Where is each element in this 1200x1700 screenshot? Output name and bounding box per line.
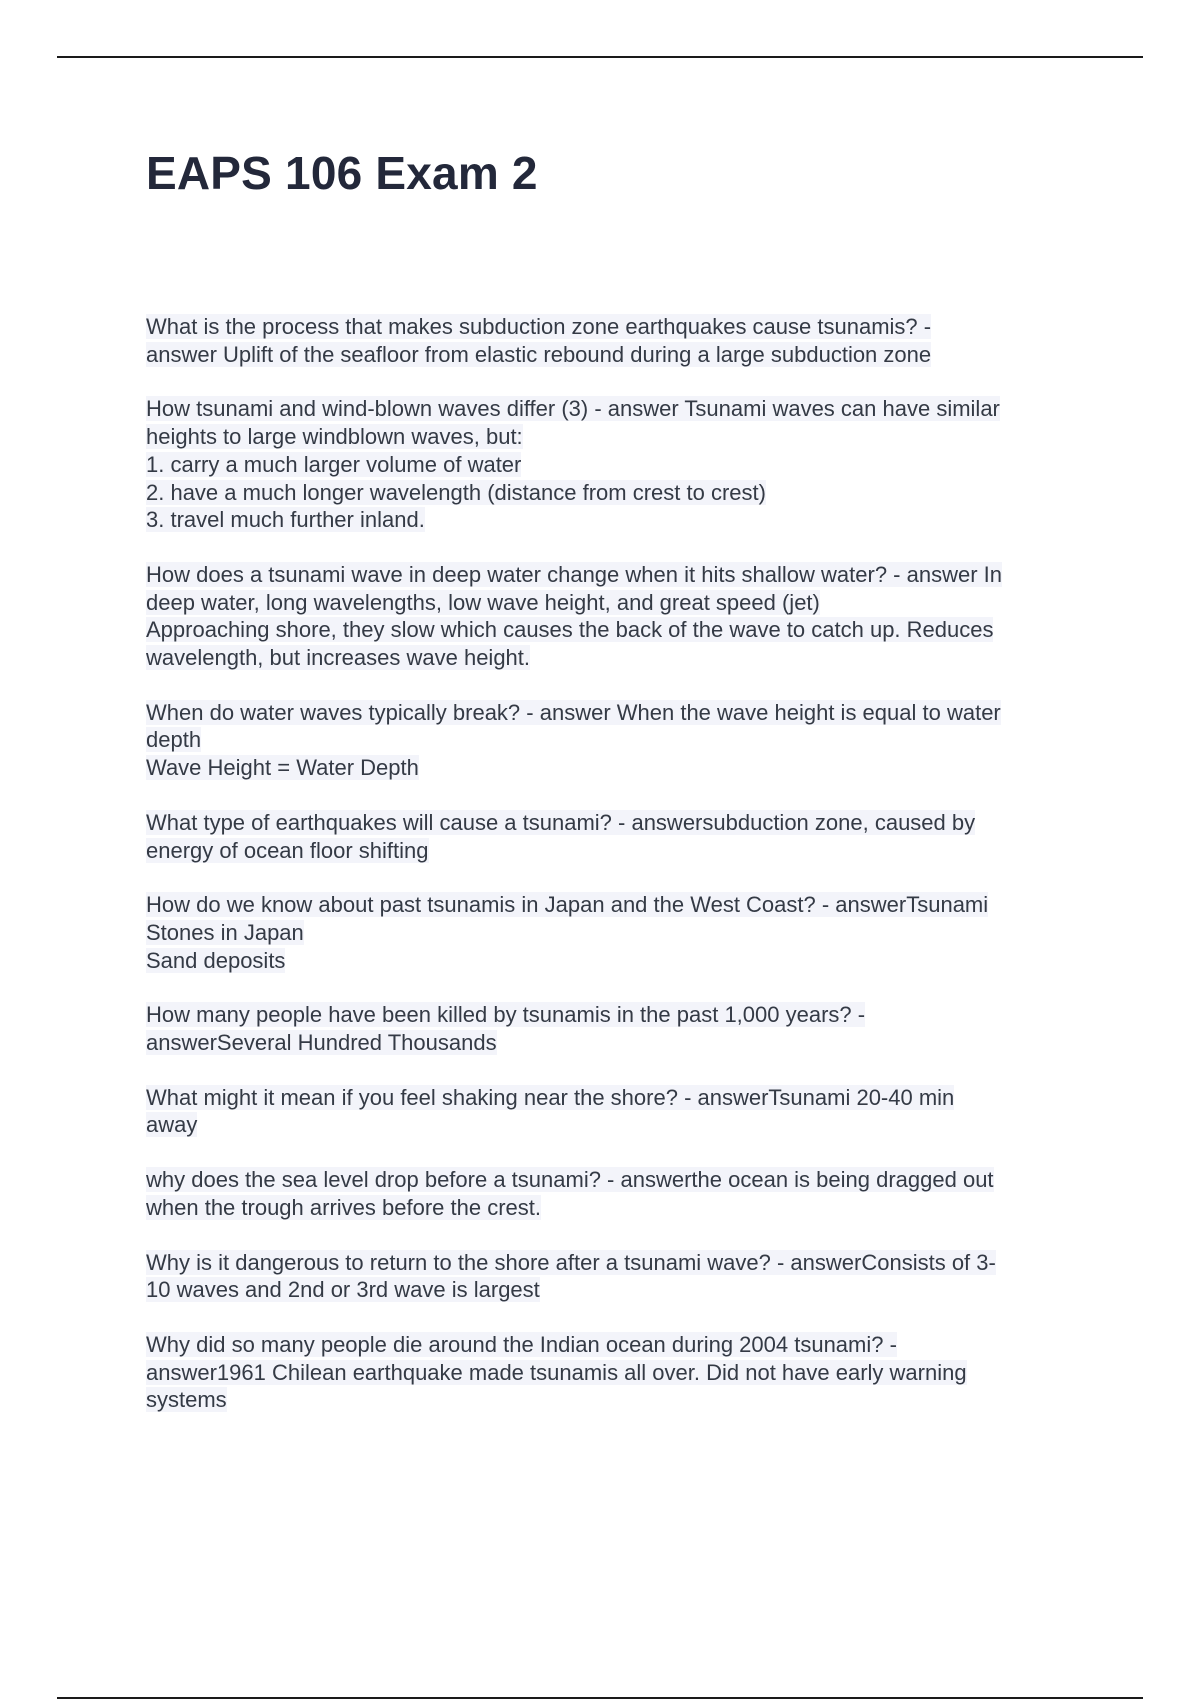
- document-title: EAPS 106 Exam 2: [146, 147, 538, 199]
- qa-item: [146, 313, 1096, 368]
- qa-item: [146, 1331, 1096, 1414]
- qa-line: answer Uplift of the seafloor from elastic rebound during a large subduction zone: [146, 341, 932, 367]
- qa-line: Approaching shore, they slow which causes the back of the wave to catch up. Reduces: [146, 617, 994, 643]
- qa-item: [146, 891, 1096, 974]
- qa-item: [146, 1166, 1096, 1221]
- qa-list: [146, 313, 1096, 1441]
- qa-item: [146, 395, 1096, 534]
- qa-line: deep water, long wavelengths, low wave height, and great speed (jet): [146, 589, 820, 615]
- qa-line: What might it mean if you feel shaking near the shore? - answerTsunami 20-40 min: [146, 1084, 955, 1110]
- bottom-rule: [57, 1697, 1143, 1699]
- qa-line: wavelength, but increases wave height.: [146, 645, 531, 671]
- qa-line: answer1961 Chilean earthquake made tsunamis all over. Did not have early warning: [146, 1359, 967, 1385]
- qa-line: energy of ocean floor shifting: [146, 837, 429, 863]
- qa-item: [146, 1001, 1096, 1056]
- qa-line: Stones in Japan: [146, 919, 304, 945]
- qa-line: What is the process that makes subduction zone earthquakes cause tsunamis? -: [146, 314, 932, 339]
- qa-line: Wave Height = Water Depth: [146, 755, 419, 781]
- qa-line: How tsunami and wind-blown waves differ (3) - answer Tsunami waves can have similar: [146, 396, 1000, 422]
- qa-line: Why did so many people die around the Indian ocean during 2004 tsunami? -: [146, 1331, 897, 1357]
- qa-line: heights to large windblown waves, but:: [146, 424, 523, 450]
- qa-line: When do water waves typically break? - answer When the wave height is equal to water: [146, 699, 1001, 725]
- qa-line: 10 waves and 2nd or 3rd wave is largest: [146, 1277, 540, 1303]
- qa-line: 3. travel much further inland.: [146, 507, 425, 533]
- qa-line: Sand deposits: [146, 947, 286, 973]
- qa-line: why does the sea level drop before a tsunami? - answerthe ocean is being dragged out: [146, 1167, 994, 1193]
- qa-line: How do we know about past tsunamis in Japan and the West Coast? - answerTsunami: [146, 892, 989, 918]
- qa-item: [146, 809, 1096, 864]
- qa-item: [146, 699, 1096, 782]
- qa-line: Why is it dangerous to return to the shore after a tsunami wave? - answerConsists of 3-: [146, 1249, 996, 1275]
- qa-line: depth: [146, 727, 202, 753]
- qa-item: [146, 1249, 1096, 1304]
- qa-line: How many people have been killed by tsunamis in the past 1,000 years? -: [146, 1002, 866, 1028]
- qa-item: [146, 561, 1096, 672]
- qa-line: 1. carry a much larger volume of water: [146, 451, 522, 477]
- top-rule: [57, 56, 1143, 58]
- qa-line: systems: [146, 1387, 227, 1413]
- qa-line: answerSeveral Hundred Thousands: [146, 1030, 497, 1056]
- qa-line: 2. have a much longer wavelength (distance from crest to crest): [146, 479, 766, 505]
- qa-line: What type of earthquakes will cause a tsunami? - answersubduction zone, caused by: [146, 809, 976, 835]
- qa-line: How does a tsunami wave in deep water change when it hits shallow water? - answer In: [146, 561, 1003, 587]
- qa-line: away: [146, 1112, 198, 1138]
- qa-item: [146, 1084, 1096, 1139]
- qa-line: when the trough arrives before the crest.: [146, 1194, 541, 1220]
